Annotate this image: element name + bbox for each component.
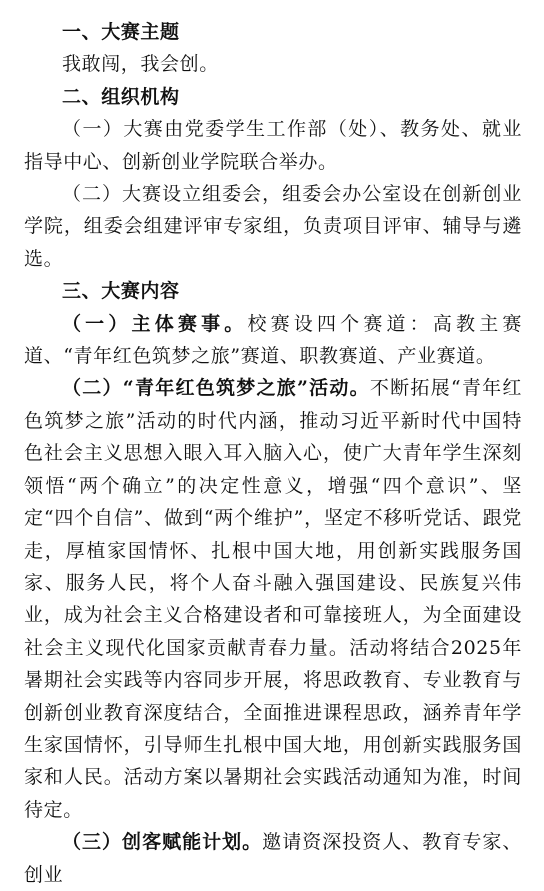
content-paragraph-main-event <box>24 308 522 373</box>
content-paragraph-maker-lead: （三）创客赋能计划。 <box>62 831 263 854</box>
content-paragraph-red-dream-activity <box>24 372 522 826</box>
section-heading-theme: 一、大赛主题 <box>62 21 180 43</box>
section-heading-organization: 二、组织机构 <box>62 85 180 108</box>
organization-paragraph-1: （一）大赛由党委学生工作部（处）、教务处、就业指导中心、创新创业学院联合举办。 <box>24 118 522 173</box>
content-paragraph-main-event-text: 校赛设四个赛道：高教主赛道、“青年红色筑梦之旅”赛道、职教赛道、产业赛道。 <box>24 312 522 368</box>
theme-text: 我敢闯，我会创。 <box>62 53 219 76</box>
content-paragraph-main-event-lead: （一）主体赛事。 <box>62 312 248 335</box>
organization-paragraph-2: （二）大赛设立组委会，组委会办公室设在创新创业学院，组委会组建评审专家组，负责项目评审、辅导与遴选。 <box>24 183 522 270</box>
content-paragraph-maker-text: 邀请资深投资人、教育专家、创业 <box>24 831 522 886</box>
section-heading-content: 三、大赛内容 <box>62 280 180 303</box>
content-paragraph-red-dream-text: 不断拓展“青年红色筑梦之旅”活动的时代内涵，推动习近平新时代中国特色社会主义思想入眼入耳入脑入心，使广大青年学生深刻领悟“两个确立”的决定性意义，增强“四个意识”、坚定“四个自信”、做到“两个维护”，坚定不移听党话、跟党走，厚植家国情怀、扎根中国大地，用创新实践服务国家、服务人民，将个人奋斗融入强国建设、民族复兴伟业，成为社会主义合格建设者和可靠接班人，为全面建设社会主义现代化国家贡献青春力量。活动将结合2025年暑期社会实践等内容同步开展，将思政教育、专业教育与创新创业教育深度结合，全面推进课程思政，涵养青年学生家国情怀，引导师生扎根中国大地，用创新实践服务国家和人民。活动方案以暑期社会实践活动通知为准，时间待定。 <box>24 377 522 821</box>
content-paragraph-red-dream-lead: （二）“青年红色筑梦之旅”活动。 <box>62 377 370 400</box>
content-paragraph-maker-empowerment <box>24 826 522 891</box>
